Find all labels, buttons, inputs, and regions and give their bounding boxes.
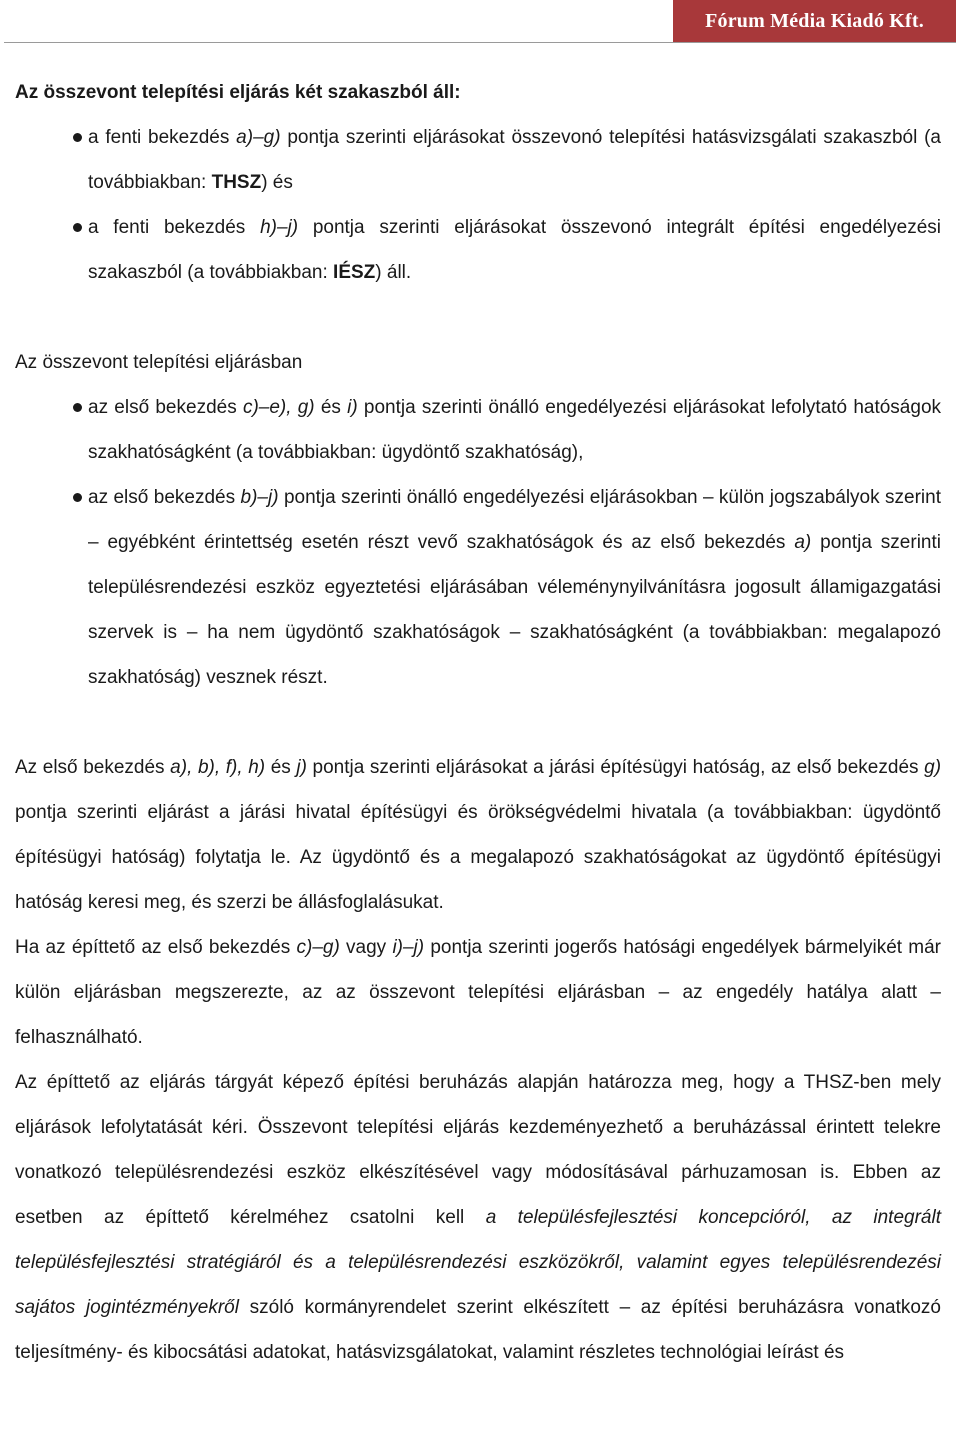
spacer	[15, 295, 941, 340]
list-item: az első bekezdés c)–e), g) és i) pontja szerinti önálló engedélyezési eljárásokat lefolytató hatóságok szakhatóságként (a továbbiakban: ügydöntő szakhatóság),	[15, 385, 941, 475]
bullet-icon	[73, 133, 82, 142]
bullet-icon	[73, 493, 82, 502]
section-heading: Az összevont telepítési eljárás két szakaszból áll:	[15, 82, 461, 103]
paragraph: Ha az építtető az első bekezdés c)–g) vagy i)–j) pontja szerinti jogerős hatósági engedélyek bármelyikét már külön eljárásban megszerezte, az az összevont telepítési eljárásban – az engedély hatálya alatt – felhasználható.	[15, 937, 942, 1048]
paragraph: Az építtető az eljárás tárgyát képező építési beruházás alapján határozza meg, hogy a THSZ-ben mely eljárások lefolytatását kéri. Összevont telepítési eljárás kezdeményezhető a beruházással érintett telekre vonatkozó településrendezési eszköz elkészítésével vagy módosításával párhuzamosan is. Ebben az esetben az építtető kérelméhez csatolni kell a településfejlesztési koncepcióról, az integrált településfejlesztési stratégiáról és a településrendezési eszközökről, valamint egyes településrendezési sajátos jogintézményekről szóló kormányrendelet szerint elkészített – az építési beruházásra vonatkozó teljesítmény- és kibocsátási adatokat, hatásvizsgálatokat, valamint részletes technológiai leírást és	[15, 1072, 941, 1363]
section-intro: Az összevont telepítési eljárásban	[15, 352, 303, 373]
bullet-icon	[73, 223, 82, 232]
spacer	[15, 700, 941, 745]
stage-list	[15, 115, 941, 295]
header-rule	[4, 42, 956, 43]
publisher-name: Fórum Média Kiadó Kft.	[705, 9, 924, 32]
list-item: a fenti bekezdés h)–j) pontja szerinti eljárásokat összevonó integrált építési engedélyezési szakaszból (a továbbiakban: IÉSZ) áll.	[15, 205, 941, 295]
authority-list	[15, 385, 941, 700]
document-body	[15, 70, 941, 1375]
bullet-icon	[73, 403, 82, 412]
list-item: az első bekezdés b)–j) pontja szerinti önálló engedélyezési eljárásokban – külön jogszabályok szerint – egyébként érintettség esetén részt vevő szakhatóságok és az első bekezdés a) pontja szerinti településrendezési eszköz egyeztetési eljárásában véleménynyilvánításra jogosult államigazgatási szervek is – ha nem ügydöntő szakhatóságok – szakhatóságként (a továbbiakban: megalapozó szakhatóság) vesznek részt.	[15, 475, 941, 700]
list-item: a fenti bekezdés a)–g) pontja szerinti eljárásokat összevonó telepítési hatásvizsgálati szakaszból (a továbbiakban: THSZ) és	[15, 115, 941, 205]
paragraph: Az első bekezdés a), b), f), h) és j) pontja szerinti eljárásokat a járási építésügyi hatóság, az első bekezdés g) pontja szerinti eljárást a járási hivatal építésügyi és örökségvédelmi hivatala (a továbbiakban: ügydöntő építésügyi hatóság) folytatja le. Az ügydöntő és a megalapozó szakhatóságokat az ügydöntő építésügyi hatóság keresi meg, és szerzi be állásfoglalásukat.	[15, 757, 942, 913]
publisher-badge	[673, 0, 956, 42]
